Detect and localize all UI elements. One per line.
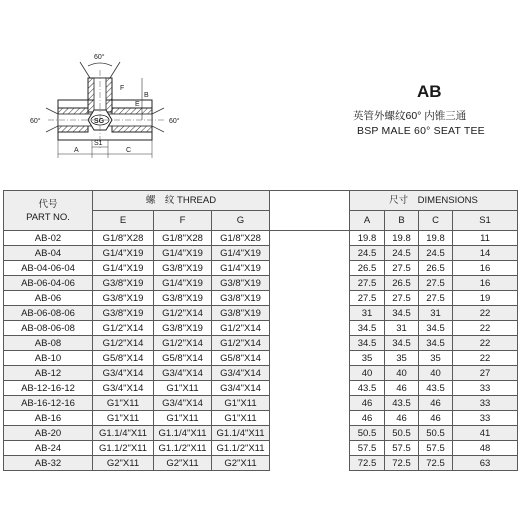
dimension-cell: 34.5 (350, 336, 385, 351)
dimension-cell: 26.5 (385, 276, 419, 291)
thread-cell: G3/4"X14 (154, 366, 212, 381)
thread-cell: G3/4"X14 (212, 381, 270, 396)
dimension-cell: 22 (453, 321, 518, 336)
dimension-col-header: B (385, 211, 419, 231)
product-code: AB (417, 82, 442, 101)
part-no-cell: AB-24 (4, 441, 93, 456)
dimension-cell: 46 (385, 411, 419, 426)
dimension-cell: 27.5 (350, 276, 385, 291)
dimension-cell: 46 (419, 411, 453, 426)
dimension-cell: 50.5 (419, 426, 453, 441)
dimension-cell: 22 (453, 336, 518, 351)
thread-cell: G5/8"X14 (154, 351, 212, 366)
thread-cell: G3/4"X14 (212, 366, 270, 381)
dimensions-header: 尺寸 DIMENSIONS (350, 191, 518, 211)
thread-cell: G1/4"X19 (154, 246, 212, 261)
table-row (4, 366, 518, 381)
angle-top-label: 60° (94, 54, 105, 61)
dimension-cell: 31 (419, 306, 453, 321)
dim-e-label: E (135, 101, 140, 108)
dimension-cell: 50.5 (350, 426, 385, 441)
part-no-cell: AB-06 (4, 291, 93, 306)
dimension-cell: 26.5 (419, 261, 453, 276)
table-row (4, 306, 518, 321)
dimension-cell: 31 (350, 306, 385, 321)
part-no-cell: AB-04-06-04 (4, 261, 93, 276)
part-no-cell: AB-06-08-06 (4, 306, 93, 321)
thread-cell: G3/4"X14 (154, 396, 212, 411)
dimension-cell: 46 (419, 396, 453, 411)
part-no-cell: AB-12 (4, 366, 93, 381)
dimension-cell: 35 (419, 351, 453, 366)
table-row (4, 426, 518, 441)
part-no-cell: AB-04 (4, 246, 93, 261)
dimension-cell: 27.5 (350, 291, 385, 306)
dimension-cell: 19.8 (350, 231, 385, 246)
thread-cell: G3/8"X19 (154, 321, 212, 336)
dimension-cell: 43.5 (385, 396, 419, 411)
part-no-header-cn: 代号 (38, 198, 58, 210)
dimension-cell: 26.5 (350, 261, 385, 276)
spacer-cell (270, 366, 350, 381)
thread-cell: G3/8"X19 (154, 261, 212, 276)
dimension-cell: 43.5 (419, 381, 453, 396)
dimension-cell: 40 (350, 366, 385, 381)
table-row (4, 246, 518, 261)
dimension-cell: 43.5 (350, 381, 385, 396)
spacer-cell (270, 336, 350, 351)
thread-cell: G1/2"X14 (212, 336, 270, 351)
thread-cell: G1/2"X14 (93, 336, 154, 351)
dimension-cell: 46 (350, 411, 385, 426)
thread-cell: G5/8"X14 (212, 351, 270, 366)
dimension-cell: 46 (350, 396, 385, 411)
dimension-cell: 72.5 (350, 456, 385, 471)
thread-cell: G1.1/2"X11 (93, 441, 154, 456)
table-row (4, 456, 518, 471)
table-row (4, 336, 518, 351)
part-no-cell: AB-10 (4, 351, 93, 366)
part-no-header-en: PART NO. (26, 211, 70, 223)
spec-table (3, 190, 518, 471)
thread-cell: G1.1/2"X11 (212, 441, 270, 456)
thread-cell: G1.1/4"X11 (212, 426, 270, 441)
thread-cell: G3/8"X19 (93, 291, 154, 306)
thread-cell: G1/2"X14 (93, 321, 154, 336)
part-no-cell: AB-20 (4, 426, 93, 441)
dimension-cell: 34.5 (385, 306, 419, 321)
table-row (4, 261, 518, 276)
thread-cell: G1.1/2"X11 (154, 441, 212, 456)
dimension-cell: 16 (453, 276, 518, 291)
thread-cell: G2"X11 (212, 456, 270, 471)
spacer-cell (270, 276, 350, 291)
dimension-cell: 27 (453, 366, 518, 381)
dimension-cell: 57.5 (385, 441, 419, 456)
dimension-cell: 31 (385, 321, 419, 336)
dim-f-label: F (120, 85, 125, 92)
dimension-cell: 72.5 (385, 456, 419, 471)
dim-b-label: B (144, 92, 149, 99)
dimension-cell: 33 (453, 396, 518, 411)
table-row (4, 321, 518, 336)
spacer-cell (270, 381, 350, 396)
dim-s1-label: S1 (94, 140, 103, 147)
thread-cell: G3/8"X19 (93, 306, 154, 321)
tee-fitting-drawing (30, 50, 200, 170)
dimension-cell: 40 (419, 366, 453, 381)
spacer-column (270, 191, 350, 231)
thread-cell: G3/8"X19 (93, 276, 154, 291)
thread-cell: G1/4"X19 (93, 261, 154, 276)
thread-cell: G1"X11 (154, 411, 212, 426)
dimension-col-header: A (350, 211, 385, 231)
dimension-cell: 72.5 (419, 456, 453, 471)
dimension-cell: 22 (453, 306, 518, 321)
dimension-cell: 16 (453, 261, 518, 276)
thread-cell: G1"X11 (212, 396, 270, 411)
thread-cell: G3/8"X19 (154, 291, 212, 306)
table-row (4, 441, 518, 456)
dimension-cell: 34.5 (419, 321, 453, 336)
table-row (4, 351, 518, 366)
thread-col-header: E (93, 211, 154, 231)
thread-cell: G2"X11 (93, 456, 154, 471)
thread-col-header: F (154, 211, 212, 231)
table-row (4, 276, 518, 291)
dimension-cell: 24.5 (385, 246, 419, 261)
thread-cell: G5/8"X14 (93, 351, 154, 366)
dimension-cell: 24.5 (350, 246, 385, 261)
thread-cell: G1/2"X14 (212, 321, 270, 336)
table-row (4, 231, 518, 246)
dimension-cell: 27.5 (385, 261, 419, 276)
thread-cell: G3/4"X14 (93, 366, 154, 381)
thread-cell: G1.1/4"X11 (93, 426, 154, 441)
thread-cell: G2"X11 (154, 456, 212, 471)
thread-cell: G1/8"X28 (93, 231, 154, 246)
part-no-cell: AB-16-12-16 (4, 396, 93, 411)
product-name-cn: 英管外螺纹60° 内锥三通 (353, 110, 467, 122)
dimension-cell: 19.8 (385, 231, 419, 246)
dimension-cell: 34.5 (350, 321, 385, 336)
spacer-cell (270, 321, 350, 336)
spacer-cell (270, 291, 350, 306)
thread-cell: G1"X11 (154, 381, 212, 396)
spacer-cell (270, 456, 350, 471)
table-row (4, 291, 518, 306)
spacer-cell (270, 351, 350, 366)
dimension-cell: 19.8 (419, 231, 453, 246)
dimension-cell: 57.5 (419, 441, 453, 456)
spacer-cell (270, 411, 350, 426)
dimension-cell: 24.5 (419, 246, 453, 261)
dimension-cell: 27.5 (419, 276, 453, 291)
table-row (4, 411, 518, 426)
dimension-cell: 14 (453, 246, 518, 261)
thread-cell: G1/2"X14 (154, 336, 212, 351)
part-no-cell: AB-16 (4, 411, 93, 426)
dimension-cell: 33 (453, 411, 518, 426)
spacer-cell (270, 396, 350, 411)
thread-cell: G1.1/4"X11 (154, 426, 212, 441)
thread-cell: G1"X11 (212, 411, 270, 426)
thread-cell: G3/8"X19 (212, 291, 270, 306)
spacer-cell (270, 441, 350, 456)
thread-cell: G1/8"X28 (154, 231, 212, 246)
sg-logo: SG (94, 118, 105, 125)
dimension-cell: 33 (453, 381, 518, 396)
part-no-cell: AB-08 (4, 336, 93, 351)
dimension-cell: 40 (385, 366, 419, 381)
dimension-cell: 35 (350, 351, 385, 366)
part-no-header (4, 191, 93, 231)
dimension-cell: 46 (385, 381, 419, 396)
angle-left-label: 60° (30, 118, 41, 125)
thread-cell: G1/4"X19 (212, 261, 270, 276)
dim-c-label: C (126, 147, 132, 154)
dimension-col-header: S1 (453, 211, 518, 231)
table-row (4, 396, 518, 411)
spacer-cell (270, 261, 350, 276)
dimension-cell: 48 (453, 441, 518, 456)
dimension-cell: 27.5 (419, 291, 453, 306)
thread-cell: G1/4"X19 (93, 246, 154, 261)
dimension-cell: 22 (453, 351, 518, 366)
thread-col-header: G (212, 211, 270, 231)
dimension-cell: 35 (385, 351, 419, 366)
spacer-cell (270, 426, 350, 441)
thread-cell: G1/2"X14 (154, 306, 212, 321)
dimension-cell: 50.5 (385, 426, 419, 441)
table-row (4, 381, 518, 396)
part-no-cell: AB-06-04-06 (4, 276, 93, 291)
thread-cell: G1/4"X19 (154, 276, 212, 291)
spacer-cell (270, 306, 350, 321)
angle-right-label: 60° (169, 118, 180, 125)
product-name-en: BSP MALE 60° SEAT TEE (357, 125, 485, 137)
thread-cell: G1"X11 (93, 396, 154, 411)
part-no-cell: AB-08-06-08 (4, 321, 93, 336)
dimension-cell: 34.5 (385, 336, 419, 351)
dimension-cell: 34.5 (419, 336, 453, 351)
thread-cell: G3/8"X19 (212, 306, 270, 321)
part-no-cell: AB-32 (4, 456, 93, 471)
thread-cell: G3/8"X19 (212, 276, 270, 291)
thread-cell: G1/4"X19 (212, 246, 270, 261)
thread-cell: G3/4"X14 (93, 381, 154, 396)
dim-a-label: A (74, 147, 79, 154)
part-no-cell: AB-02 (4, 231, 93, 246)
part-no-cell: AB-12-16-12 (4, 381, 93, 396)
dimension-cell: 57.5 (350, 441, 385, 456)
spacer-cell (270, 246, 350, 261)
dimension-cell: 41 (453, 426, 518, 441)
thread-header: 螺 纹 THREAD (93, 191, 270, 211)
dimension-cell: 63 (453, 456, 518, 471)
dimension-cell: 11 (453, 231, 518, 246)
dimension-col-header: C (419, 211, 453, 231)
dimension-cell: 27.5 (385, 291, 419, 306)
thread-cell: G1/8"X28 (212, 231, 270, 246)
dimension-cell: 19 (453, 291, 518, 306)
spacer-cell (270, 231, 350, 246)
thread-cell: G1"X11 (93, 411, 154, 426)
